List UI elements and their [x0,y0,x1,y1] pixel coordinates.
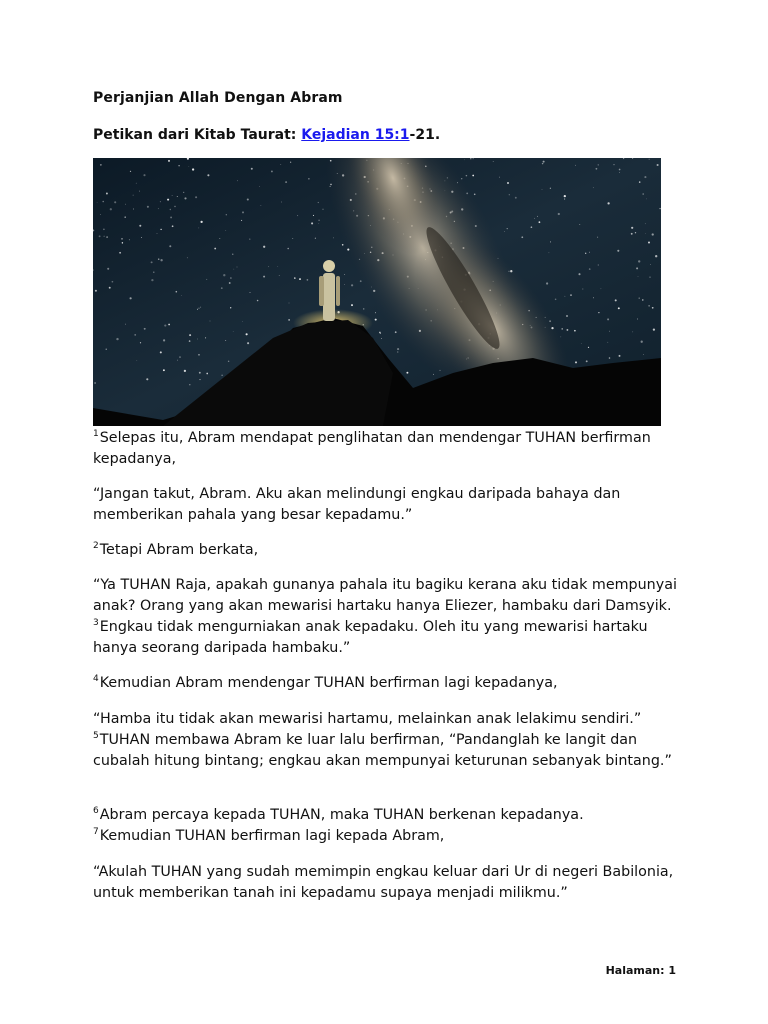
quote-text: “Hamba itu tidak akan mewarisi hartamu, melainkan anak lelakimu sendiri.” [93,711,642,727]
verse-6-7 [93,805,683,847]
verse-number: 3 [93,618,99,628]
verse-4 [93,673,683,694]
verse-number: 4 [93,674,99,684]
verse-number: 2 [93,541,99,551]
quote-3 [93,709,683,772]
verse-number: 7 [93,827,99,837]
quote-2 [93,575,683,659]
quote-1: “Jangan takut, Abram. Aku akan melindungi engkau daripada bahaya dan memberikan pahala yang besar kepadamu.” [93,486,621,523]
verse-text: Kemudian Abram mendengar TUHAN berfirman lagi kepadanya, [99,675,558,691]
verse-text: Tetapi Abram berkata, [99,542,259,558]
verse-number: 1 [93,429,99,439]
verse-text: Kemudian TUHAN berfirman lagi kepada Abram, [99,828,445,844]
scripture-reference-link[interactable]: Kejadian 15:1 [301,127,410,143]
verse-number: 6 [93,806,99,816]
verse-text: Selepas itu, Abram mendapat penglihatan dan mendengar TUHAN berfirman kepadanya, [93,430,651,467]
verse-text: Abram percaya kepada TUHAN, maka TUHAN berkenan kepadanya. [99,807,584,823]
document-title: Perjanjian Allah Dengan Abram [93,90,343,106]
verse-2 [93,540,683,561]
document-subtitle [93,127,440,143]
milky-way-image [93,158,661,426]
verse-5 [93,730,683,772]
page-number: Halaman: 1 [605,964,676,977]
verse-6 [93,805,683,826]
subtitle-prefix: Petikan dari Kitab Taurat: [93,127,302,143]
verse-7 [93,826,683,847]
verse-number: 5 [93,731,99,741]
quote-text: Engkau tidak mengurniakan anak kepadaku. Oleh itu yang mewarisi hartaku hanya seorang daripada hambaku.” [93,619,648,656]
verse-text: TUHAN membawa Abram ke luar lalu berfirman, “Pandanglah ke langit dan cubalah hitung bintang; engkau akan mempunyai keturunan sebanyak bintang.” [93,732,672,769]
subtitle-suffix: -21. [409,127,441,143]
verse-1 [93,428,683,470]
quote-text: “Ya TUHAN Raja, apakah gunanya pahala itu bagiku kerana aku tidak mempunyai anak? Orang yang akan mewarisi hartaku hanya Eliezer, hambaku dari Damsyik. [93,577,677,614]
quote-4: “Akulah TUHAN yang sudah memimpin engkau keluar dari Ur di negeri Babilonia, untuk memberikan tanah ini kepadamu supaya menjadi milikmu.” [93,864,674,901]
